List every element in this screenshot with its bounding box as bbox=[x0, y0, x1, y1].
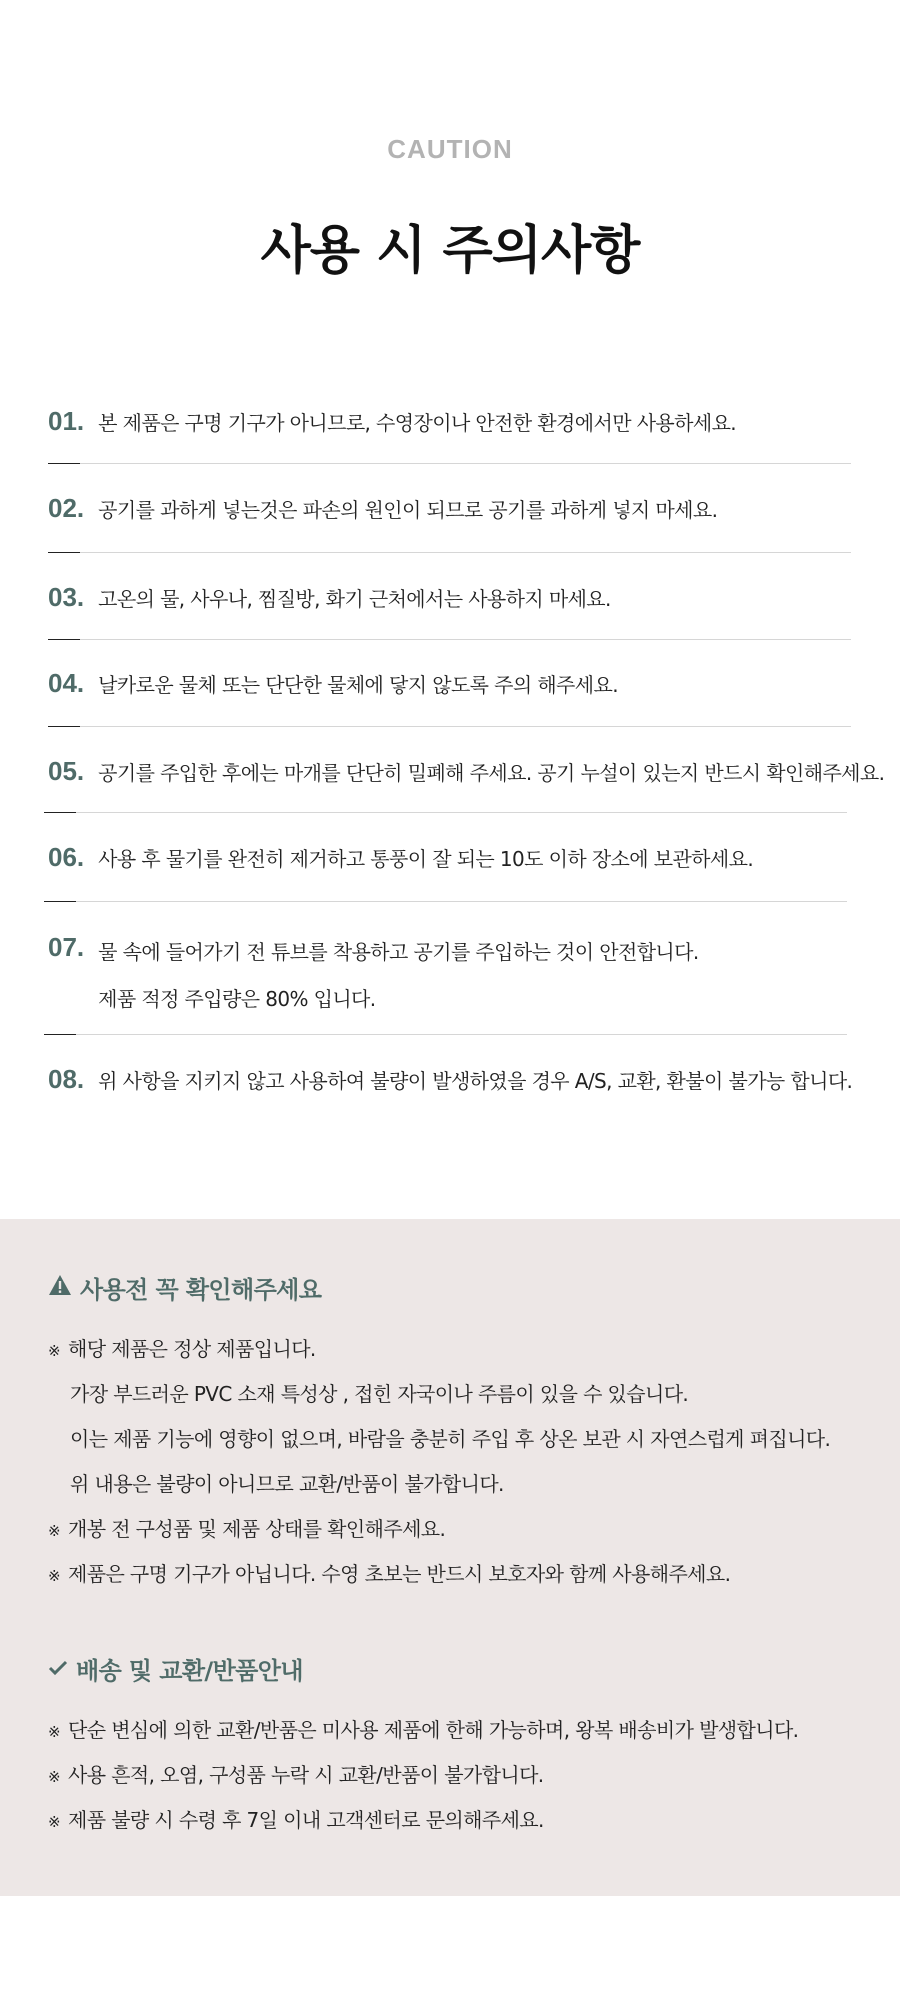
notice-line: 가장 부드러운 PVC 소재 특성상 , 접힌 자국이나 주름이 있을 수 있습니다. bbox=[70, 1382, 689, 1406]
divider bbox=[44, 812, 847, 813]
divider bbox=[48, 726, 851, 727]
list-item bbox=[48, 1064, 852, 1095]
list-item bbox=[48, 842, 753, 873]
check-title: 사용전 꼭 확인해주세요 bbox=[80, 1276, 322, 1304]
notice-line: ※ 단순 변심에 의한 교환/반품은 미사용 제품에 한해 가능하며, 왕복 배송비가 발생합니다. bbox=[48, 1718, 799, 1742]
list-item bbox=[48, 406, 736, 437]
item-text-secondary: 제품 적정 주입량은 80% 입니다. bbox=[98, 987, 376, 1011]
item-number: 04. bbox=[48, 668, 85, 698]
list-item bbox=[48, 668, 618, 699]
notice-panel bbox=[0, 1219, 900, 1896]
item-number: 01. bbox=[48, 406, 85, 436]
divider bbox=[48, 552, 851, 553]
check-heading bbox=[48, 1270, 321, 1305]
item-text: 공기를 주입한 후에는 마개를 단단히 밀폐해 주세요. 공기 누설이 있는지 반드시 확인해주세요. bbox=[98, 761, 885, 785]
list-item bbox=[48, 932, 699, 1012]
divider bbox=[48, 639, 851, 640]
item-text: 물 속에 들어가기 전 튜브를 착용하고 공기를 주입하는 것이 안전합니다. bbox=[98, 940, 699, 964]
divider bbox=[44, 1034, 847, 1035]
item-number: 03. bbox=[48, 582, 85, 612]
delivery-title: 배송 및 교환/반품안내 bbox=[76, 1657, 303, 1685]
notice-line: 이는 제품 기능에 영향이 없으며, 바람을 충분히 주입 후 상온 보관 시 자연스럽게 펴집니다. bbox=[70, 1427, 831, 1451]
item-number: 02. bbox=[48, 493, 85, 523]
page-title: 사용 시 주의사항 bbox=[260, 221, 640, 281]
list-item bbox=[48, 582, 611, 613]
notice-line: ※ 사용 흔적, 오염, 구성품 누락 시 교환/반품이 불가합니다. bbox=[48, 1763, 544, 1787]
notice-line: ※ 개봉 전 구성품 및 제품 상태를 확인해주세요. bbox=[48, 1517, 446, 1541]
item-text: 날카로운 물체 또는 단단한 물체에 닿지 않도록 주의 해주세요. bbox=[98, 673, 618, 697]
item-text: 사용 후 물기를 완전히 제거하고 통풍이 잘 되는 10도 이하 장소에 보관하세요. bbox=[98, 847, 754, 871]
item-text: 공기를 과하게 넣는것은 파손의 원인이 되므로 공기를 과하게 넣지 마세요. bbox=[98, 498, 718, 522]
item-text: 고온의 물, 사우나, 찜질방, 화기 근처에서는 사용하지 마세요. bbox=[98, 587, 611, 611]
item-number: 06. bbox=[48, 842, 85, 872]
list-item bbox=[48, 756, 884, 787]
item-number: 08. bbox=[48, 1064, 85, 1094]
checkmark-icon bbox=[48, 1655, 68, 1683]
notice-line: ※ 제품 불량 시 수령 후 7일 이내 고객센터로 문의해주세요. bbox=[48, 1808, 544, 1832]
item-number: 07. bbox=[48, 932, 85, 962]
notice-line: ※ 해당 제품은 정상 제품입니다. bbox=[48, 1337, 316, 1361]
warning-icon bbox=[48, 1274, 72, 1302]
notice-line: 위 내용은 불량이 아니므로 교환/반품이 불가합니다. bbox=[70, 1472, 504, 1496]
list-item bbox=[48, 493, 717, 524]
delivery-heading bbox=[48, 1651, 303, 1686]
notice-line: ※ 제품은 구명 기구가 아닙니다. 수영 초보는 반드시 보호자와 함께 사용해주세요. bbox=[48, 1562, 731, 1586]
item-text: 본 제품은 구명 기구가 아니므로, 수영장이나 안전한 환경에서만 사용하세요. bbox=[98, 411, 737, 435]
divider bbox=[44, 901, 847, 902]
item-text: 위 사항을 지키지 않고 사용하여 불량이 발생하였을 경우 A/S, 교환, 환불이 불가능 합니다. bbox=[98, 1069, 853, 1093]
divider bbox=[48, 463, 851, 464]
section-eyebrow: CAUTION bbox=[387, 134, 513, 164]
item-number: 05. bbox=[48, 756, 85, 786]
